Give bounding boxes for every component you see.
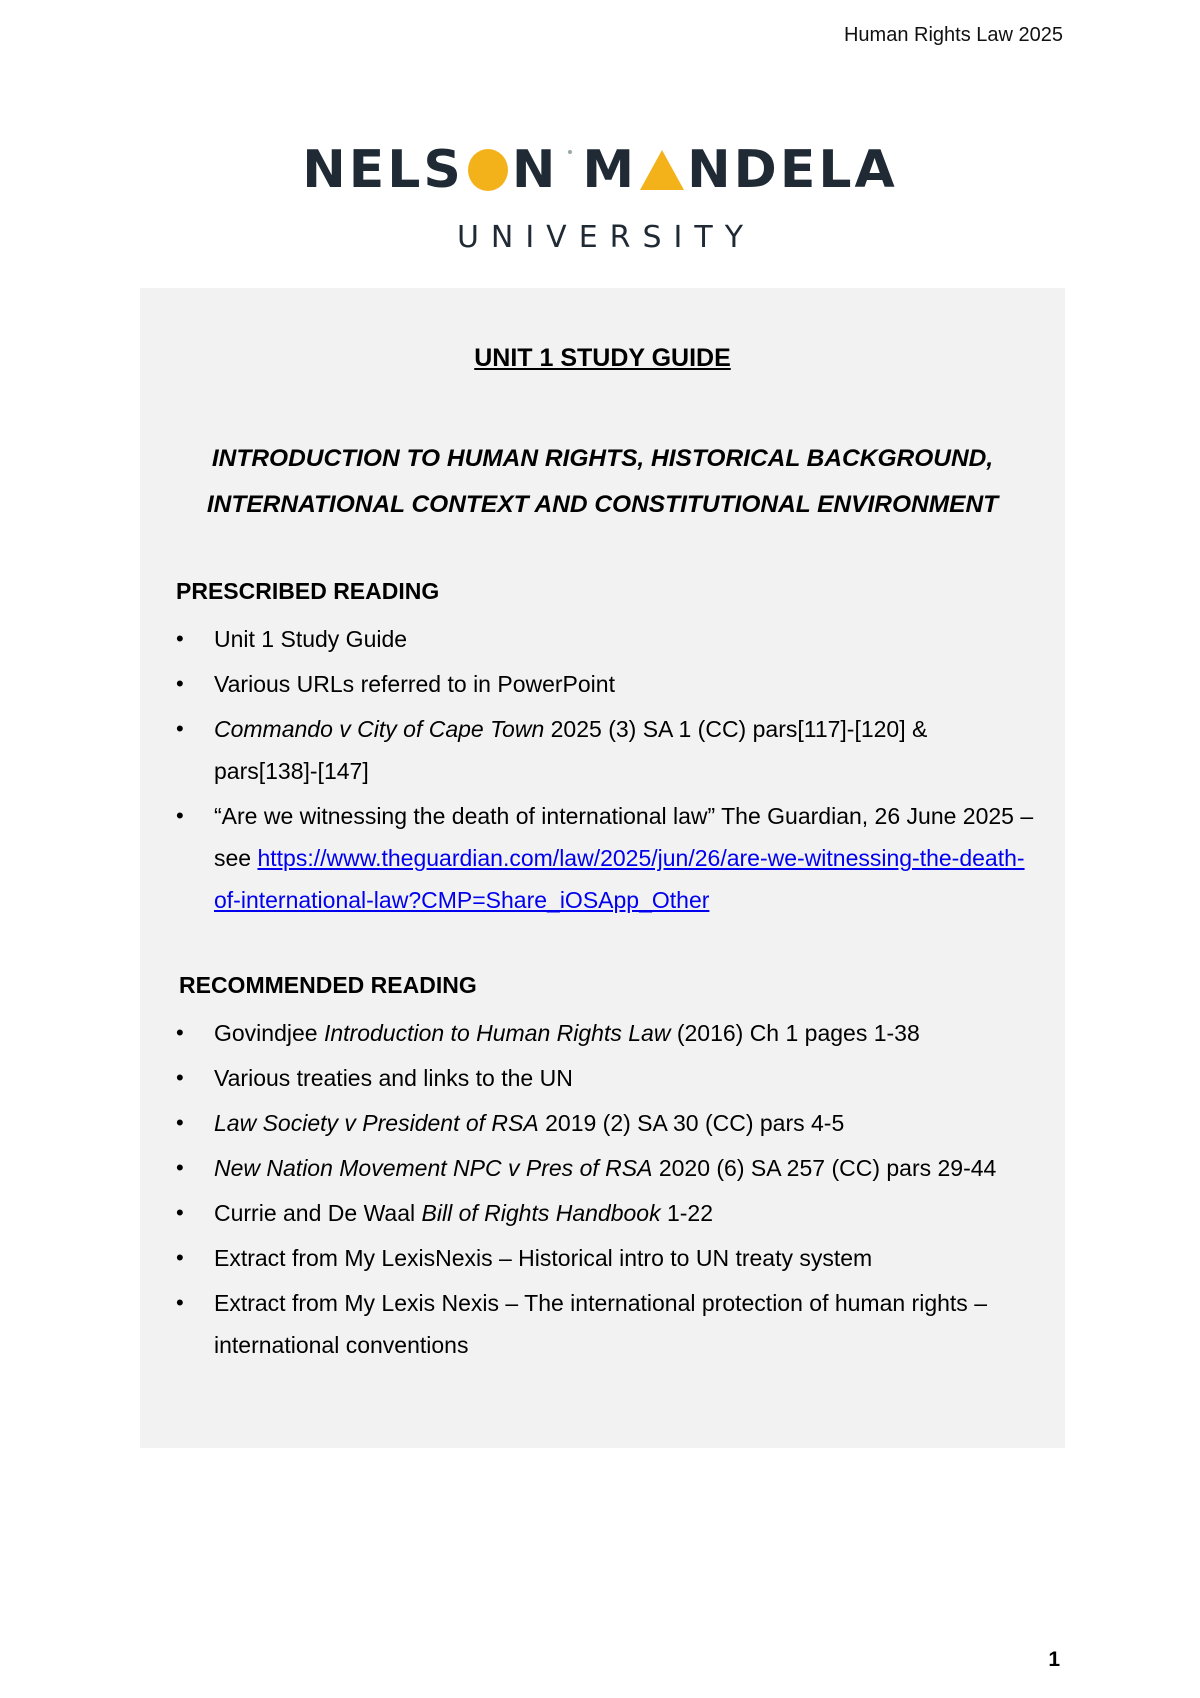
reading-list-item [174,663,1034,705]
topic-line-2: INTERNATIONAL CONTEXT AND CONSTITUTIONAL ENVIRONMENT [206,491,999,518]
reading-list-item [174,618,1034,660]
recommended-reading-heading: RECOMMENDED READING [179,972,477,998]
reading-list-item [174,708,1034,792]
nelson-mandela-university-logo [0,140,1200,255]
reading-list-item [174,1057,1034,1099]
recommended-reading-list [174,1012,1034,1369]
logo-wordmark [302,140,898,200]
topic-title [140,436,1065,528]
reading-list-item [174,1282,1034,1366]
reading-text: 2020 (6) SA 257 (CC) pars 29-44 [652,1155,997,1181]
reading-title-italic: Commando v City of Cape Town [214,716,545,742]
logo-dot-icon [568,150,572,154]
reading-list-item [174,1192,1034,1234]
reading-list-item [174,795,1034,921]
reading-text: Govindjee [214,1020,324,1046]
unit-title: UNIT 1 STUDY GUIDE [474,344,731,372]
reading-title-italic: Bill of Rights Handbook [421,1200,661,1226]
logo-text-part: NDELA [687,140,898,200]
reading-title-italic: Introduction to Human Rights Law [323,1020,671,1046]
logo-university-text: UNIVERSITY [456,220,756,255]
reading-text: Unit 1 Study Guide [214,626,408,652]
logo-a-triangle-icon [640,150,684,190]
reading-title-italic: Law Society v President of RSA [214,1110,539,1136]
reading-list-item [174,1237,1034,1279]
logo-o-circle-icon [468,149,508,191]
reading-text: 2019 (2) SA 30 (CC) pars 4-5 [538,1110,845,1136]
prescribed-reading-heading: PRESCRIBED READING [176,578,440,604]
reading-text: Extract from My Lexis Nexis – The international protection of human rights – international conventions [214,1290,987,1358]
logo-text-part: M [582,140,638,200]
reading-text: Various URLs referred to in PowerPoint [214,671,615,697]
logo-text-part: NELS [302,140,464,200]
reading-text: Various treaties and links to the UN [214,1065,573,1091]
prescribed-reading-list [174,618,1034,924]
running-header-title: Human Rights Law 2025 [843,24,1063,46]
study-guide-panel [140,288,1065,1448]
reading-text: “Are we witnessing the death of international law” The Guardian, 26 June 2025 – see [214,803,1034,871]
guardian-article-link[interactable]: https://www.theguardian.com/law/2025/jun/26/are-we-witnessing-the-death-of-international-law?CMP=Share_iOSApp_Other [214,845,1025,913]
reading-list-item [174,1102,1034,1144]
reading-list-item [174,1012,1034,1054]
topic-line-1: INTRODUCTION TO HUMAN RIGHTS, HISTORICAL BACKGROUND, [211,445,994,472]
reading-text: 1-22 [660,1200,714,1226]
reading-title-italic: New Nation Movement NPC v Pres of RSA [214,1155,653,1181]
reading-text: 2025 (3) SA 1 (CC) pars[117]-[120] & pars[138]-[147] [214,716,928,784]
page-number: 1 [1048,1648,1060,1671]
reading-text: (2016) Ch 1 pages 1-38 [670,1020,920,1046]
reading-text: Extract from My LexisNexis – Historical intro to UN treaty system [214,1245,873,1271]
reading-list-item [174,1147,1034,1189]
reading-text: Currie and De Waal [214,1200,422,1226]
logo-text-part: N [511,140,559,200]
